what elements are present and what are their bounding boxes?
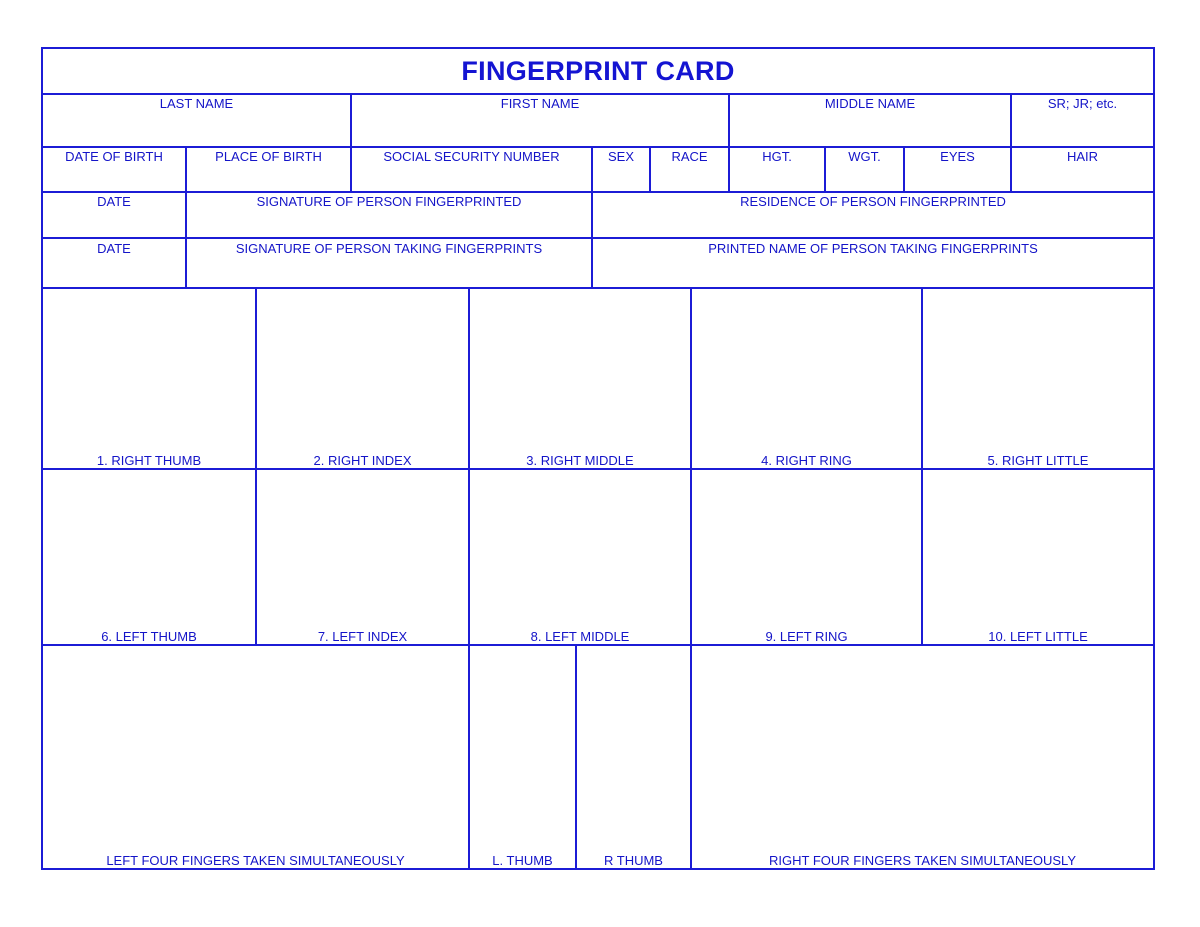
place-of-birth-field[interactable] [187, 148, 350, 191]
right-four-label: RIGHT FOUR FINGERS TAKEN SIMULTANEOUSLY [769, 853, 1076, 868]
residence-label: RESIDENCE OF PERSON FINGERPRINTED [740, 194, 1006, 209]
finger-label: 6. LEFT THUMB [101, 629, 197, 644]
finger-label: 3. RIGHT MIDDLE [526, 453, 634, 468]
print-box-left-thumb-plain[interactable] [470, 646, 575, 868]
date-taking-field[interactable] [43, 239, 185, 287]
hair-label: HAIR [1066, 149, 1099, 164]
residence-field[interactable] [593, 193, 1153, 237]
print-box-left-little[interactable] [923, 470, 1153, 644]
weight-field[interactable] [826, 148, 903, 191]
border-top [41, 47, 1155, 49]
first-name-label: FIRST NAME [500, 96, 580, 111]
printed-name-label: PRINTED NAME OF PERSON TAKING FINGERPRINTS [708, 241, 1038, 256]
date-label: DATE [97, 194, 131, 209]
finger-label: 5. RIGHT LITTLE [987, 453, 1089, 468]
date-of-birth-field[interactable] [43, 148, 185, 191]
print-box-right-little[interactable] [923, 289, 1153, 468]
middle-name-label: MIDDLE NAME [824, 96, 916, 111]
first-name-field[interactable] [352, 95, 728, 146]
border-bottom [41, 868, 1155, 870]
signature-taking-field[interactable] [187, 239, 591, 287]
print-box-right-middle[interactable] [470, 289, 690, 468]
print-box-left-ring[interactable] [692, 470, 921, 644]
print-box-right-ring[interactable] [692, 289, 921, 468]
ssn-label: SOCIAL SECURITY NUMBER [383, 149, 560, 164]
print-box-left-middle[interactable] [470, 470, 690, 644]
finger-label: 4. RIGHT RING [761, 453, 852, 468]
finger-label: 1. RIGHT THUMB [96, 453, 202, 468]
middle-name-field[interactable] [730, 95, 1010, 146]
date-fingerprinted-field[interactable] [43, 193, 185, 237]
last-name-label: LAST NAME [159, 96, 234, 111]
left-thumb-plain-label: L. THUMB [492, 853, 553, 868]
printed-name-field[interactable] [593, 239, 1153, 287]
card-title: FINGERPRINT CARD [461, 56, 735, 86]
hair-field[interactable] [1012, 148, 1153, 191]
signature-taking-label: SIGNATURE OF PERSON TAKING FINGERPRINTS [235, 241, 543, 256]
suffix-field[interactable] [1012, 95, 1153, 146]
ssn-field[interactable] [352, 148, 591, 191]
date-label: DATE [97, 241, 131, 256]
eyes-label: EYES [940, 149, 975, 164]
finger-label: 7. LEFT INDEX [317, 629, 408, 644]
last-name-field[interactable] [43, 95, 350, 146]
height-field[interactable] [730, 148, 824, 191]
print-box-left-four-fingers[interactable] [43, 646, 468, 868]
eyes-field[interactable] [905, 148, 1010, 191]
suffix-label: SR; JR; etc. [1047, 96, 1118, 111]
print-box-right-thumb[interactable] [43, 289, 255, 468]
finger-label: 8. LEFT MIDDLE [530, 629, 630, 644]
signature-fingerprinted-label: SIGNATURE OF PERSON FINGERPRINTED [256, 194, 522, 209]
sex-field[interactable] [593, 148, 649, 191]
race-field[interactable] [651, 148, 728, 191]
weight-label: WGT. [848, 149, 881, 164]
print-box-left-index[interactable] [257, 470, 468, 644]
left-four-label: LEFT FOUR FINGERS TAKEN SIMULTANEOUSLY [106, 853, 405, 868]
finger-label: 10. LEFT LITTLE [988, 629, 1088, 644]
race-label: RACE [671, 149, 708, 164]
height-label: HGT. [762, 149, 792, 164]
place-of-birth-label: PLACE OF BIRTH [215, 149, 322, 164]
finger-label: 9. LEFT RING [765, 629, 848, 644]
date-of-birth-label: DATE OF BIRTH [65, 149, 163, 164]
right-thumb-plain-label: R THUMB [604, 853, 663, 868]
print-box-left-thumb[interactable] [43, 470, 255, 644]
print-box-right-index[interactable] [257, 289, 468, 468]
print-box-right-four-fingers[interactable] [692, 646, 1153, 868]
signature-fingerprinted-field[interactable] [187, 193, 591, 237]
sex-label: SEX [607, 149, 634, 164]
finger-label: 2. RIGHT INDEX [313, 453, 412, 468]
border-right [1153, 47, 1155, 870]
print-box-right-thumb-plain[interactable] [577, 646, 690, 868]
